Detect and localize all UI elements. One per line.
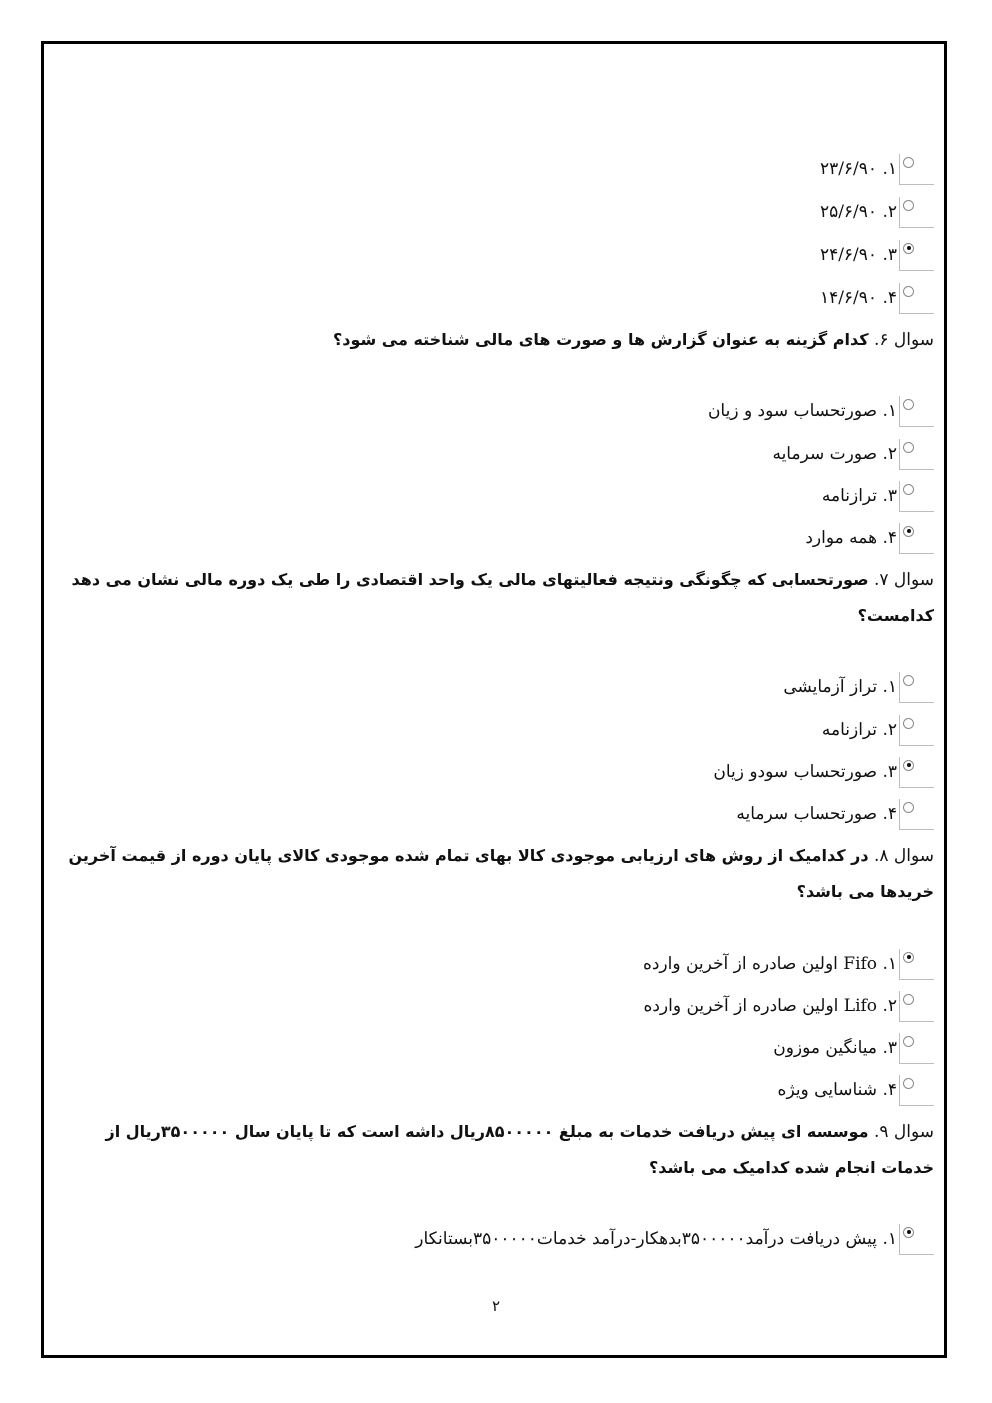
radio-box[interactable] <box>899 197 934 228</box>
radio-button-selected[interactable] <box>903 526 914 537</box>
q7-option-2[interactable] <box>822 713 934 747</box>
q7-option-3[interactable] <box>713 755 934 789</box>
question-text: موسسه ای پیش دریافت خدمات به مبلغ ۸۵۰۰۰۰۰ریال داشه است که تا پایان سال ۳۵۰۰۰۰۰ریال از خدمات انجام شده کدامیک می باشد؟ <box>105 1122 934 1177</box>
radio-box[interactable] <box>899 439 934 470</box>
q5-option-1[interactable] <box>820 152 934 186</box>
radio-box[interactable] <box>899 523 934 554</box>
question-6 <box>60 322 934 358</box>
radio-button[interactable] <box>903 200 914 211</box>
option-number: ۱. <box>882 677 897 697</box>
radio-button[interactable] <box>903 1078 914 1089</box>
q7-option-1[interactable] <box>783 670 934 704</box>
radio-box[interactable] <box>899 1075 934 1106</box>
option-text: میانگین موزون <box>773 1038 878 1058</box>
option-number: ۴. <box>882 528 897 548</box>
question-text: کدام گزینه به عنوان گزارش ها و صورت های مالی شناخته می شود؟ <box>332 330 869 349</box>
radio-box[interactable] <box>899 715 934 746</box>
option-text: صورتحساب سود و زیان <box>707 401 878 421</box>
option-text: ۲۳/۶/۹۰ <box>819 159 878 179</box>
radio-button[interactable] <box>903 157 914 168</box>
radio-box[interactable] <box>899 757 934 788</box>
exam-content <box>60 0 934 1403</box>
option-text: شناسایی ویژه <box>777 1080 878 1100</box>
option-number: ۱. <box>882 401 897 421</box>
q7-option-4[interactable] <box>736 797 934 831</box>
q8-option-3[interactable] <box>773 1031 934 1065</box>
radio-box[interactable] <box>899 949 934 980</box>
question-9 <box>60 1114 934 1186</box>
q6-option-2[interactable] <box>772 437 934 471</box>
question-prefix: سوال ۹. <box>873 1122 934 1142</box>
radio-button[interactable] <box>903 1036 914 1047</box>
option-text: Fifo اولین صادره از آخرین وارده <box>642 954 878 974</box>
option-number: ۳. <box>882 245 897 265</box>
q8-option-1[interactable] <box>643 947 934 981</box>
option-number: ۱. <box>882 954 897 974</box>
q8-option-4[interactable] <box>778 1073 934 1107</box>
question-7 <box>60 562 934 634</box>
option-number: ۲. <box>882 720 897 740</box>
q9-option-1[interactable] <box>415 1222 934 1256</box>
option-text: پیش دریافت درآمد۳۵۰۰۰۰۰بدهکار-درآمد خدمات۳۵۰۰۰۰۰بستانکار <box>415 1229 878 1249</box>
option-text: صورتحساب سودو زیان <box>713 762 878 782</box>
q8-option-2[interactable] <box>643 989 934 1023</box>
question-prefix: سوال ۶. <box>873 330 934 350</box>
option-text: همه موارد <box>805 528 878 548</box>
q6-option-1[interactable] <box>708 394 934 428</box>
option-number: ۲. <box>882 996 897 1016</box>
question-text: صورتحسابی که چگونگی ونتیجه فعالیتهای مالی یک واحد اقتصادی را طی یک دوره مالی نشان می دهد کدامست؟ <box>71 570 934 625</box>
question-prefix: سوال ۸. <box>873 846 934 866</box>
radio-button[interactable] <box>903 484 914 495</box>
option-number: ۳. <box>882 1038 897 1058</box>
question-text: در کدامیک از روش های ارزیابی موجودی کالا بهای تمام شده موجودی کالای پایان دوره از قیمت آخرین خریدها می باشد؟ <box>68 846 934 901</box>
radio-box[interactable] <box>899 991 934 1022</box>
option-number: ۳. <box>882 762 897 782</box>
q5-option-4[interactable] <box>820 281 934 315</box>
radio-button-selected[interactable] <box>903 952 914 963</box>
option-number: ۳. <box>882 486 897 506</box>
radio-button[interactable] <box>903 675 914 686</box>
q6-option-4[interactable] <box>805 521 934 555</box>
radio-button-selected[interactable] <box>903 243 914 254</box>
radio-button[interactable] <box>903 718 914 729</box>
option-text: صورتحساب سرمایه <box>736 804 878 824</box>
radio-box[interactable] <box>899 1224 934 1255</box>
option-number: ۲. <box>882 444 897 464</box>
radio-box[interactable] <box>899 154 934 185</box>
option-text: Lifo اولین صادره از آخرین وارده <box>643 996 878 1016</box>
page-number: ۲ <box>491 1297 501 1315</box>
option-number: ۴. <box>882 804 897 824</box>
option-number: ۱. <box>882 159 897 179</box>
radio-button[interactable] <box>903 399 914 410</box>
question-8 <box>60 838 934 910</box>
option-text: ۲۵/۶/۹۰ <box>819 202 878 222</box>
question-prefix: سوال ۷. <box>873 570 934 590</box>
radio-box[interactable] <box>899 396 934 427</box>
radio-box[interactable] <box>899 283 934 314</box>
q6-option-3[interactable] <box>822 479 934 513</box>
radio-button-selected[interactable] <box>903 1227 914 1238</box>
radio-button[interactable] <box>903 802 914 813</box>
radio-button[interactable] <box>903 442 914 453</box>
radio-button-selected[interactable] <box>903 760 914 771</box>
q5-option-2[interactable] <box>820 195 934 229</box>
q5-option-3[interactable] <box>820 238 934 272</box>
radio-button[interactable] <box>903 286 914 297</box>
radio-box[interactable] <box>899 799 934 830</box>
option-text: صورت سرمایه <box>772 444 878 464</box>
option-text: ۱۴/۶/۹۰ <box>819 288 878 308</box>
radio-box[interactable] <box>899 481 934 512</box>
option-number: ۱. <box>882 1229 897 1249</box>
radio-box[interactable] <box>899 672 934 703</box>
option-text: ۲۴/۶/۹۰ <box>819 245 878 265</box>
option-text: ترازنامه <box>821 486 878 506</box>
option-text: ترازنامه <box>821 720 878 740</box>
option-number: ۴. <box>882 1080 897 1100</box>
radio-box[interactable] <box>899 1033 934 1064</box>
option-text: تراز آزمایشی <box>783 677 878 697</box>
option-number: ۲. <box>882 202 897 222</box>
option-number: ۴. <box>882 288 897 308</box>
radio-box[interactable] <box>899 240 934 271</box>
radio-button[interactable] <box>903 994 914 1005</box>
